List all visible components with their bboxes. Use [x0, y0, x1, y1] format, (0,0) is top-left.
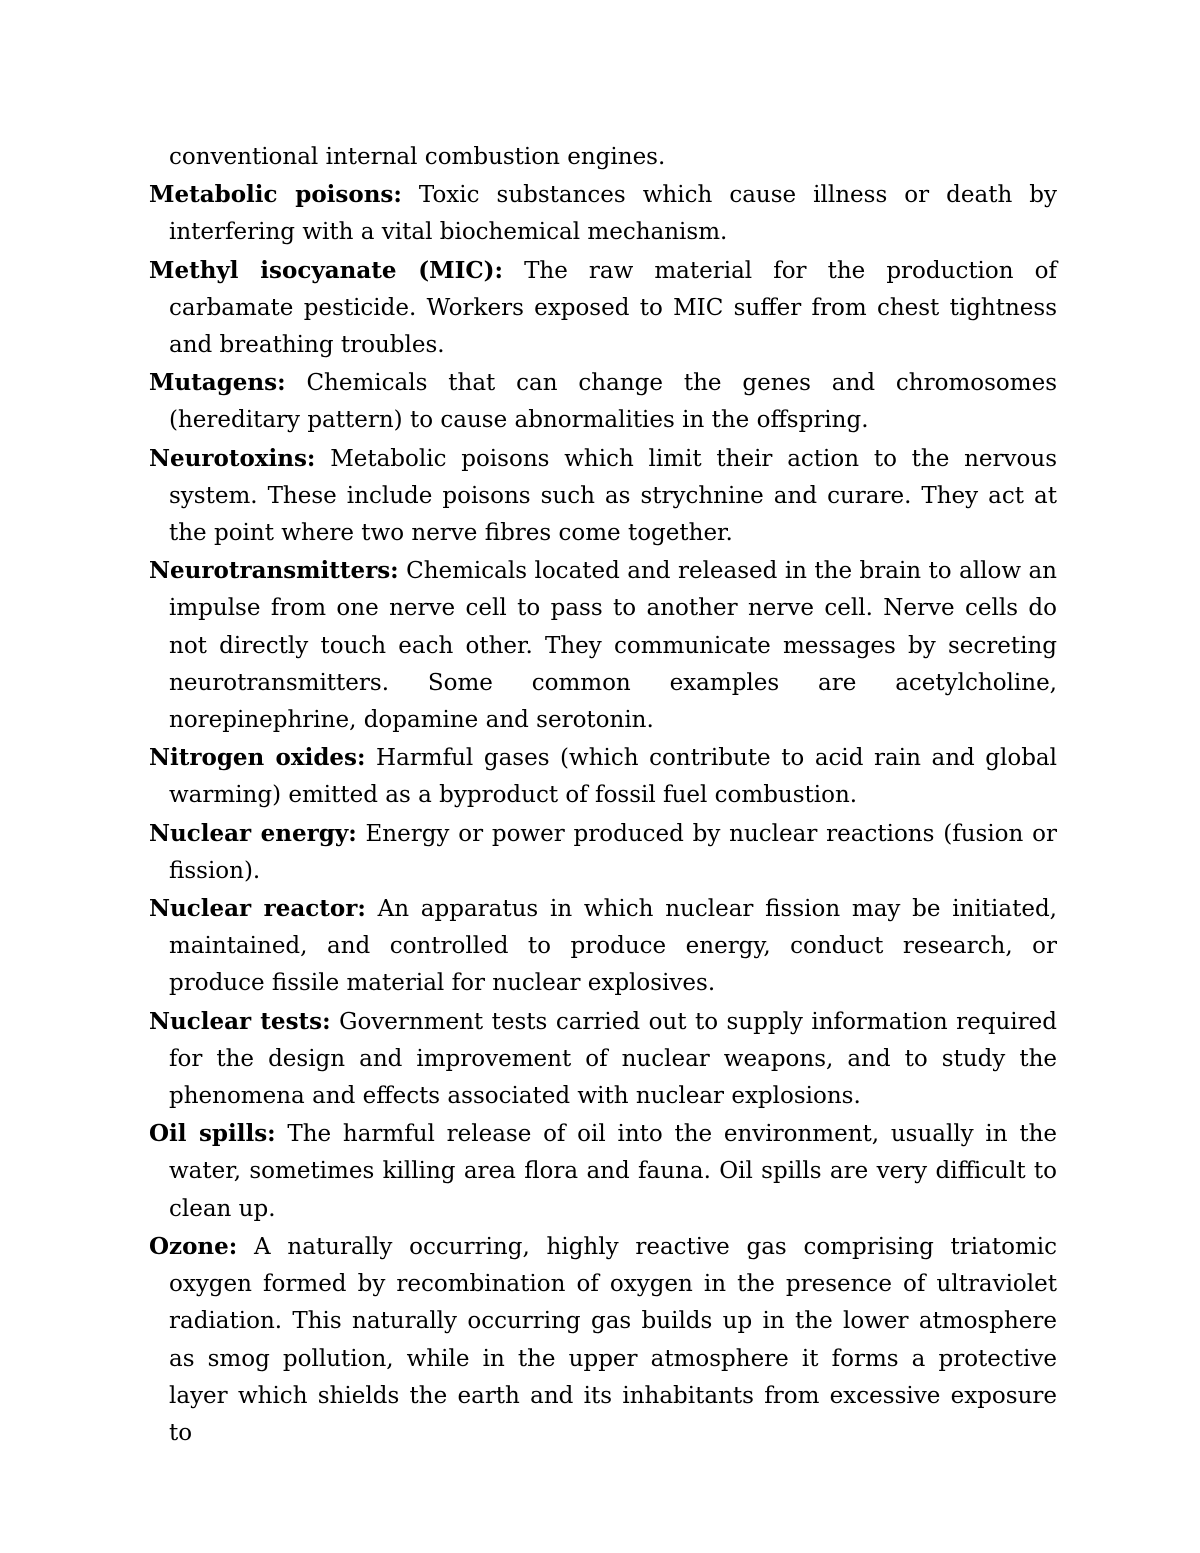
glossary-definition: Energy or power produced by nuclear reactions (fusion or fission).: [169, 820, 1057, 884]
glossary-entry-nitrogen-oxides: [149, 739, 1057, 814]
glossary-entry-oil-spills: [149, 1115, 1057, 1228]
glossary-entry-metabolic-poisons: [149, 176, 1057, 251]
glossary-term: Methyl isocyanate (MIC):: [149, 256, 504, 284]
glossary-entry-neurotoxins: [149, 440, 1057, 553]
glossary-definition: Chemicals that can change the genes and chromosomes (hereditary pattern) to cause abnormalities in the offspring.: [169, 370, 1057, 434]
continuation-text: conventional internal combustion engines.: [169, 144, 666, 170]
glossary-definition: The raw material for the production of carbamate pesticide. Workers exposed to MIC suffer from chest tightness and breathing troubles.: [169, 257, 1057, 359]
glossary-entry-methyl-isocyanate: [149, 252, 1057, 365]
glossary-definition: Harmful gases (which contribute to acid rain and global warming) emitted as a byproduct of fossil fuel combustion.: [169, 745, 1057, 809]
glossary-entry-neurotransmitters: [149, 552, 1057, 739]
glossary-term: Nuclear energy:: [149, 819, 357, 847]
glossary-definition: Government tests carried out to supply information required for the design and improvement of nuclear weapons, and to study the phenomena and effects associated with nuclear explosions.: [169, 1008, 1057, 1110]
glossary-entry-nuclear-reactor: [149, 890, 1057, 1003]
glossary-term: Oil spills:: [149, 1120, 276, 1148]
glossary: [149, 139, 1057, 1452]
glossary-term: Neurotoxins:: [149, 444, 316, 472]
glossary-definition: An apparatus in which nuclear fission may be initiated, maintained, and controlled to produce energy, conduct research, or produce fissile material for nuclear explosives.: [169, 896, 1057, 997]
glossary-definition: A naturally occurring, highly reactive gas comprising triatomic oxygen formed by recombination of oxygen in the presence of ultraviolet radiation. This naturally occurring gas builds up in the lower atmosphere as smog pollution, while in the upper atmosphere it forms a protective layer which shields the earth and its inhabitants from excessive exposure to: [169, 1233, 1057, 1446]
glossary-term: Ozone:: [149, 1232, 238, 1260]
glossary-definition: Toxic substances which cause illness or death by interfering with a vital biochemical mechanism.: [169, 182, 1058, 246]
glossary-term: Nitrogen oxides:: [149, 744, 366, 772]
glossary-term: Nuclear tests:: [149, 1007, 331, 1035]
glossary-term: Mutagens:: [149, 369, 286, 397]
glossary-entry-nuclear-tests: [149, 1003, 1057, 1116]
glossary-definition: The harmful release of oil into the environment, usually in the water, sometimes killing area flora and fauna. Oil spills are very difficult to clean up.: [169, 1121, 1057, 1222]
glossary-entry-nuclear-energy: [149, 815, 1057, 890]
glossary-definition: Chemicals located and released in the brain to allow an impulse from one nerve cell to pass to another nerve cell. Nerve cells do not directly touch each other. They communicate messages by secreting neurotransmitters. Some common examples are acetylcholine, norepinephrine, dopamine and serotonin.: [169, 558, 1057, 734]
glossary-definition: Metabolic poisons which limit their action to the nervous system. These include poisons such as strychnine and curare. They act at the point where two nerve fibres come together.: [169, 445, 1057, 547]
glossary-term: Neurotransmitters:: [149, 557, 399, 585]
glossary-term: Metabolic poisons:: [149, 181, 402, 209]
glossary-entry-ozone: [149, 1228, 1057, 1452]
glossary-term: Nuclear reactor:: [149, 895, 366, 923]
glossary-entry-mutagens: [149, 364, 1057, 439]
